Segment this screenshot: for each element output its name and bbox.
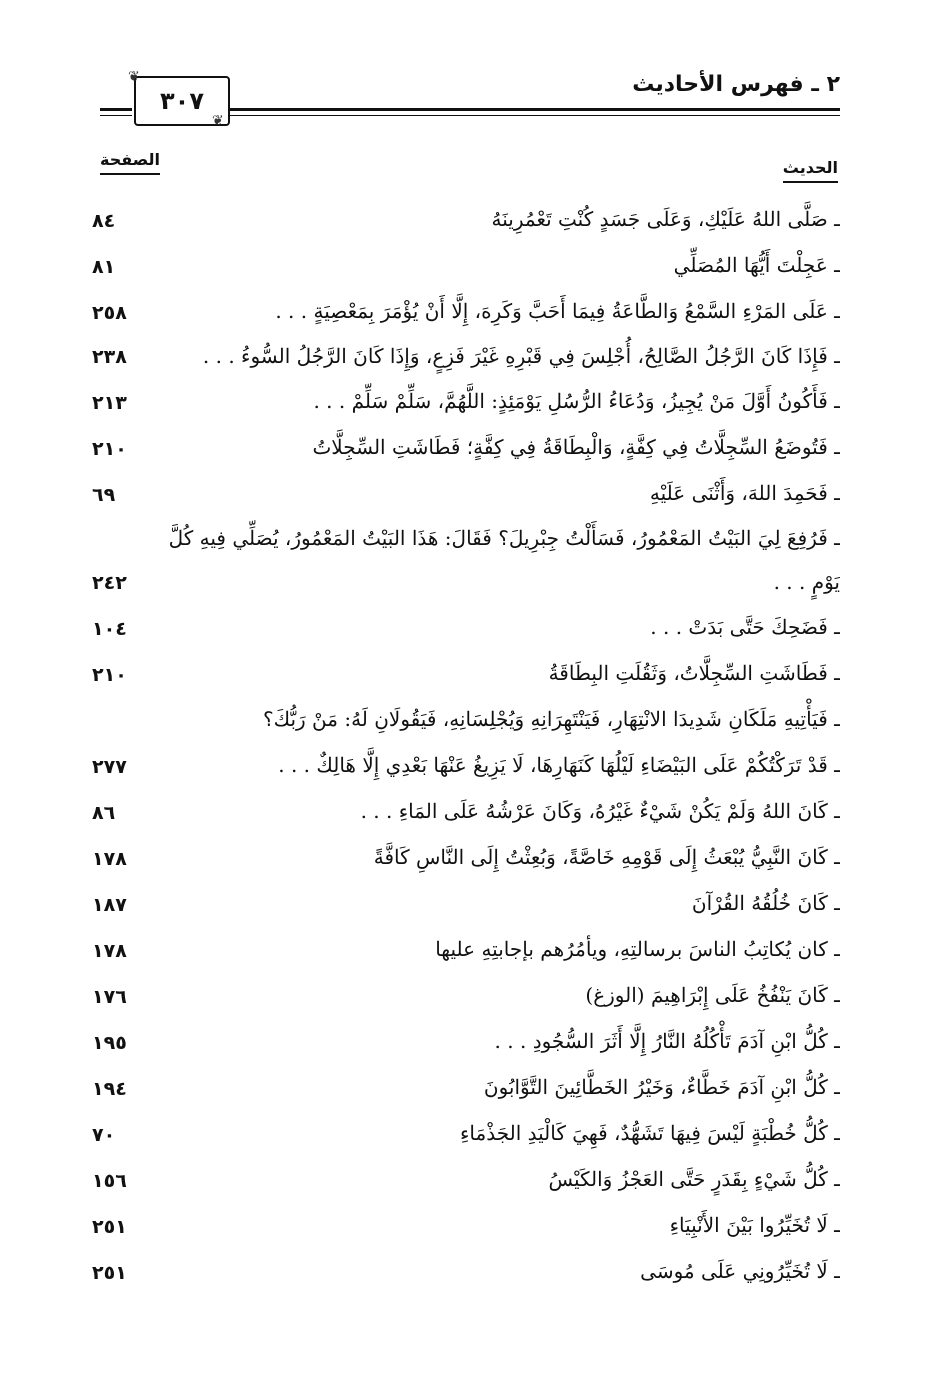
page-reference: ٨١ (92, 256, 116, 278)
page-reference: ١٨٧ (92, 894, 127, 916)
page-reference: ٨٤ (92, 210, 116, 232)
page-reference: ٢١٣ (92, 392, 127, 414)
page-reference: ١٩٥ (92, 1032, 127, 1054)
column-header-hadith: الحديث (783, 158, 838, 183)
list-item (92, 196, 840, 242)
page-reference: ١٠٤ (92, 618, 127, 640)
list-item (92, 288, 840, 334)
page-reference: ٢٣٨ (92, 346, 127, 368)
hadith-text: ـ قَدْ تَرَكْتُكُمْ عَلَى البَيْضَاءِ لَيْلُهَا كَنَهَارِهَا، لَا يَزِيغُ عَنْهَا بَعْدِي إِلَّا هَالِكٌ . . . (278, 753, 840, 777)
hadith-text: ـ كان يُكاتِبُ الناسَ برسالتِهِ، ويأمُرُهم بإجابتِهِ عليها (435, 937, 840, 961)
list-item (92, 242, 840, 288)
page-reference: ١٥٦ (92, 1170, 127, 1192)
list-item (92, 378, 840, 424)
hadith-text: ـ فَرُفِعَ لِيَ البَيْتُ المَعْمُورُ، فَسَأَلْتُ جِبْرِيلَ؟ فَقَالَ: هَذَا البَيْتُ المَعْمُورُ، يُصَلِّي فِيهِ كُلَّ يَوْمٍ . . . (168, 526, 840, 594)
page-reference: ٢١٠ (92, 438, 127, 460)
header-title: ٢ ـ فهرس الأحاديث (632, 72, 840, 97)
hadith-text: ـ فَإِذَا كَانَ الرَّجُلُ الصَّالِحُ، أُجْلِسَ فِي قَبْرِهِ غَيْرَ فَزِعٍ، وَإِذَا كَانَ الرَّجُلُ السُّوءُ . . . (202, 344, 840, 368)
page-reference: ٢٥١ (92, 1262, 127, 1284)
page-reference: ٨٦ (92, 802, 116, 824)
hadith-text: ـ فَيَأْتِيهِ مَلَكَانِ شَدِيدَا الانْتِهَارِ، فَيَنْتَهِرَانِهِ وَيُجْلِسَانِهِ، فَيَقُولَانِ لَهُ: مَنْ رَبُّكَ؟ (262, 707, 840, 731)
list-item (92, 742, 840, 788)
hadith-text: ـ عَجِلْتَ أَيُّهَا المُصَلِّي (673, 253, 840, 277)
list-item (92, 834, 840, 880)
hadith-text: ـ كُلُّ ابْنِ آدَمَ تَأْكُلُهُ النَّارُ إِلَّا أَثَرَ السُّجُودِ . . . (494, 1029, 840, 1053)
list-item (92, 880, 840, 926)
hadith-text: ـ فَحَمِدَ اللهَ، وَأَثْنَى عَلَيْهِ (649, 481, 840, 505)
list-item (92, 604, 840, 650)
hadith-text: ـ كُلُّ ابْنِ آدَمَ خَطَّاءٌ، وَخَيْرُ الخَطَّائِينَ التَّوَّابُونَ (483, 1075, 840, 1099)
page-reference: ٦٩ (92, 484, 116, 506)
page-reference: ٢٤٢ (92, 572, 127, 594)
list-item (92, 1156, 840, 1202)
hadith-text: ـ عَلَى المَرْءِ السَّمْعُ وَالطَّاعَةُ فِيمَا أَحَبَّ وَكَرِهَ، إِلَّا أَنْ يُؤْمَرَ بِمَعْصِيَةٍ . . . (275, 299, 840, 323)
hadith-text: ـ كُلُّ خُطْبَةٍ لَيْسَ فِيهَا تَشَهُّدٌ، فَهِيَ كَالْيَدِ الجَذْمَاءِ (460, 1121, 840, 1145)
hadith-text: ـ فَضَحِكَ حَتَّى بَدَتْ . . . (650, 615, 840, 639)
list-item (92, 516, 840, 604)
header-rule (230, 108, 840, 116)
page-reference: ١٧٨ (92, 940, 127, 962)
header-rule-left (100, 108, 132, 116)
page-reference: ١٧٦ (92, 986, 127, 1008)
list-item (92, 1064, 840, 1110)
page-reference: ٢٧٧ (92, 756, 127, 778)
list-item (92, 1018, 840, 1064)
list-item (92, 424, 840, 470)
page-reference: ٧٠ (92, 1124, 116, 1146)
list-item (92, 788, 840, 834)
column-header-page: الصفحة (100, 150, 160, 175)
hadith-text: ـ لَا تُخَيِّرُوا بَيْنَ الأَنْبِيَاءِ (669, 1213, 840, 1237)
hadith-text: ـ كَانَ خُلُقُهُ القُرْآنَ (691, 891, 840, 915)
list-item (92, 1110, 840, 1156)
list-item (92, 972, 840, 1018)
page-reference: ١٧٨ (92, 848, 127, 870)
list-item (92, 470, 840, 516)
list-item (92, 334, 840, 378)
hadith-text: ـ كَانَ النَّبِيُّ يُبْعَثُ إِلَى قَوْمِهِ خَاصَّةً، وَبُعِثْتُ إِلَى النَّاسِ كَافَّةً (373, 845, 840, 869)
list-item (92, 650, 840, 696)
corner-ornament-icon: ❦ (128, 69, 140, 85)
page-reference: ١٩٤ (92, 1078, 127, 1100)
page-reference: ٢٥٨ (92, 302, 127, 324)
hadith-text: ـ صَلَّى اللهُ عَلَيْكِ، وَعَلَى جَسَدٍ كُنْتِ تَعْمُرِينَهُ (491, 207, 840, 231)
page-reference: ٢١٠ (92, 664, 127, 686)
list-item (92, 926, 840, 972)
page-reference: ٢٥١ (92, 1216, 127, 1238)
corner-ornament-icon: ❦ (212, 113, 224, 129)
hadith-index-list (92, 196, 840, 1294)
hadith-text: ـ لَا تُخَيِّرُونِي عَلَى مُوسَى (640, 1259, 840, 1283)
hadith-text: ـ فَأَكُونُ أَوَّلَ مَنْ يُجِيزُ، وَدُعَاءُ الرُّسُلِ يَوْمَئِذٍ: اللَّهُمَّ، سَلِّمْ سَلِّمْ . . . (313, 389, 840, 413)
hadith-text: ـ كَانَ اللهُ وَلَمْ يَكُنْ شَيْءٌ غَيْرُهُ، وَكَانَ عَرْشُهُ عَلَى المَاءِ . . . (360, 799, 840, 823)
hadith-text: ـ فَتُوضَعُ السِّجِلَّاتُ فِي كِفَّةٍ، وَالْبِطَاقَةُ فِي كِفَّةٍ؛ فَطَاشَتِ السِّجِلَّاتُ (312, 435, 840, 459)
list-item (92, 1248, 840, 1294)
hadith-text: ـ كَانَ يَنْفُخُ عَلَى إِبْرَاهِيمَ (الوزغ) (585, 983, 840, 1007)
hadith-text: ـ كُلُّ شَيْءٍ بِقَدَرٍ حَتَّى العَجْزُ وَالكَيْسُ (548, 1167, 840, 1191)
hadith-text: ـ فَطَاشَتِ السِّجِلَّاتُ، وَثَقُلَتِ البِطَاقَةُ (548, 661, 840, 685)
list-item (92, 1202, 840, 1248)
page-header (100, 70, 840, 130)
page-number: ٣٠٧ (160, 87, 204, 115)
list-item (92, 696, 840, 742)
